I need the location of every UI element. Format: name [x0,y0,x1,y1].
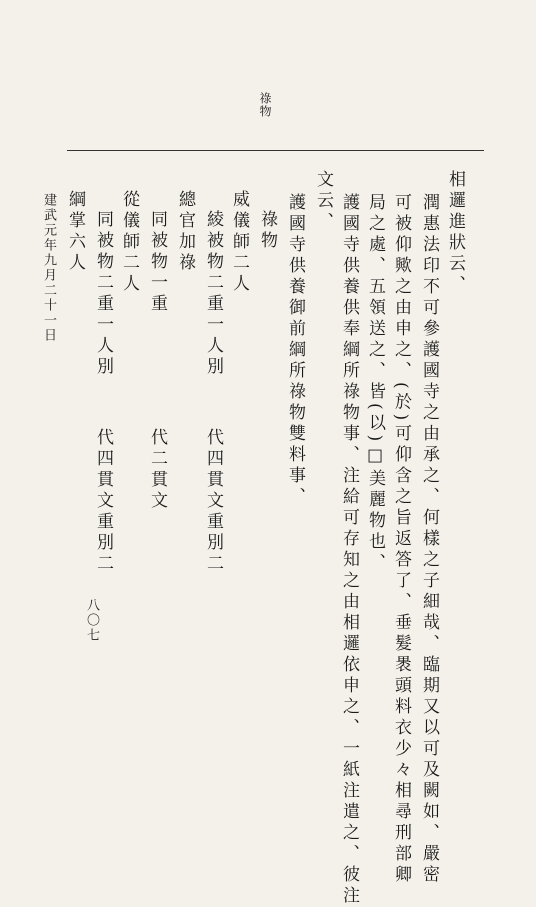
text-column: 代四貫文重別二 [93,428,113,575]
text-column: 代四貫文重別二 [203,428,223,575]
text-column: 代二貫文 [147,428,167,512]
text-column: 相邏進狀云、 [445,170,465,296]
text-column: 同被物二重一人別 [93,210,113,378]
text-column: 祿物 [257,210,277,252]
page-number: 八〇七 [84,598,99,643]
date-column: 建武元年九月二十一日 [41,193,56,343]
text-column: 同被物一重 [147,210,167,315]
text-column: 從儀師二人 [119,190,139,295]
text-column: 威儀師二人 [229,190,249,295]
text-column: 總官加祿 [175,190,195,274]
text-column: 護國寺供養御前綱所祿物雙料事、 [285,193,305,508]
running-header: 祿物 [258,92,272,118]
text-column: 綱掌六人 [65,190,85,274]
text-column: 文云、 [313,170,333,233]
text-column: 可被仰歟之由申之、(於)可仰含之旨返答了、垂髮褁頭料衣少々相尋刑部卿 [391,193,411,887]
header-rule [67,150,484,151]
text-column: 護國寺供養供奉綱所祿物事、注給可存知之由相邏依申之、一紙注遣之、彼注 [339,193,359,907]
text-column: 綾被物二重一人別 [203,210,223,378]
text-column: 潤惠法印不可參護國寺之由承之、何樣之子細哉、臨期又以可及闕如、嚴密 [419,193,439,886]
text-column: 局之處、五領送之、皆(以)□美麗物也、 [365,193,385,575]
